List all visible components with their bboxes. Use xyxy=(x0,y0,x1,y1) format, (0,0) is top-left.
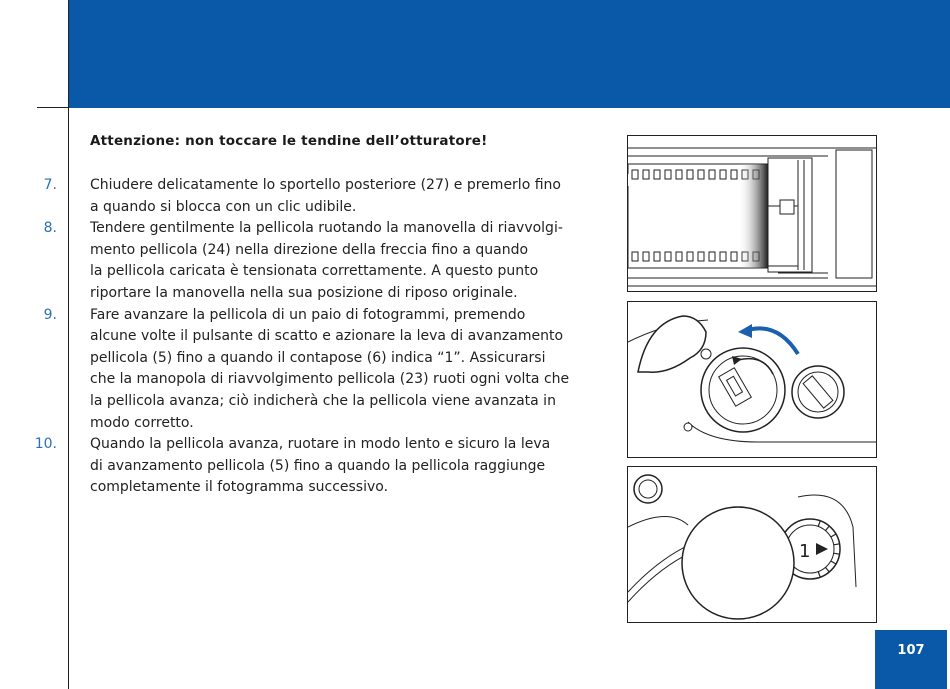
frame-counter-illustration xyxy=(628,467,876,622)
film-perforation xyxy=(709,170,715,179)
step-item xyxy=(0,175,600,218)
step-number: 7. xyxy=(43,177,57,193)
step-text-line: modo corretto. xyxy=(90,414,194,431)
film-perforation xyxy=(731,170,737,179)
step-text-line: a quando si blocca con un clic udibile. xyxy=(90,198,357,215)
step-text-line: la pellicola avanza; ciò indicherà che la pellicola viene avanzata in xyxy=(90,392,556,409)
step-text-line: Quando la pellicola avanza, ruotare in modo lento e sicuro la leva xyxy=(90,436,551,453)
film-perforation xyxy=(676,170,682,179)
step-text-line: mento pellicola (24) nella direzione della freccia fino a quando xyxy=(90,241,529,258)
step-item xyxy=(0,218,600,304)
film-perforation xyxy=(665,252,671,261)
film-perforation xyxy=(698,252,704,261)
figure-rewind-crank xyxy=(627,301,877,458)
step-text-line: Tendere gentilmente la pellicola ruotando la manovella di riavvolgi- xyxy=(90,220,563,237)
step-item xyxy=(0,305,600,435)
page-number: 107 xyxy=(875,630,947,689)
step-text xyxy=(90,218,595,304)
figure-frame-counter xyxy=(627,466,877,623)
step-text-line: completamente il fotogramma successivo. xyxy=(90,479,389,496)
film-perforation xyxy=(687,252,693,261)
film-perforation xyxy=(709,252,715,261)
film-perforation xyxy=(654,170,660,179)
film-perforation xyxy=(720,252,726,261)
step-text-line: pellicola (5) fino a quando il contapose (6) indica “1”. Assicurarsi xyxy=(90,349,546,366)
rewind-crank-illustration xyxy=(628,302,876,457)
film-perforation xyxy=(720,170,726,179)
step-text-line: Chiudere delicatamente lo sportello posteriore (27) e premerlo fino xyxy=(90,177,561,193)
warning-heading: Attenzione: non toccare le tendine dell’otturatore! xyxy=(90,133,488,149)
film-perforation xyxy=(643,252,649,261)
film-perforation xyxy=(632,252,638,261)
step-number: 9. xyxy=(43,306,57,323)
figure-film-loaded xyxy=(627,135,877,292)
step-number: 10. xyxy=(34,436,57,453)
step-text-line: riportare la manovella nella sua posizione di riposo originale. xyxy=(90,284,518,301)
step-number: 8. xyxy=(43,220,57,237)
film-perforation xyxy=(643,170,649,179)
step-text xyxy=(90,305,595,435)
step-text-line: la pellicola caricata è tensionata correttamente. A questo punto xyxy=(90,263,539,280)
film-perforation xyxy=(632,170,638,179)
header-rule xyxy=(37,107,69,108)
step-text-line: che la manopola di riavvolgimento pellicola (23) ruoti ogni volta che xyxy=(90,371,570,388)
step-text-line: di avanzamento pellicola (5) fino a quando la pellicola raggiunge xyxy=(90,457,546,474)
film-perforation xyxy=(731,252,737,261)
film-perforation xyxy=(698,170,704,179)
step-text xyxy=(90,434,595,499)
step-text-line: Fare avanzare la pellicola di un paio di fotogrammi, premendo xyxy=(90,306,526,323)
film-perforation xyxy=(654,252,660,261)
step-text-line: alcune volte il pulsante di scatto e azionare la leva di avanzamento xyxy=(90,328,564,345)
step-item xyxy=(0,434,600,499)
film-perforation xyxy=(687,170,693,179)
film-perforation xyxy=(676,252,682,261)
film-loaded-illustration xyxy=(628,136,876,291)
steps-list xyxy=(0,175,600,499)
header-band xyxy=(69,0,950,108)
frame-counter-digit: 1 xyxy=(799,541,811,562)
film-perforation xyxy=(665,170,671,179)
step-text xyxy=(90,175,595,218)
